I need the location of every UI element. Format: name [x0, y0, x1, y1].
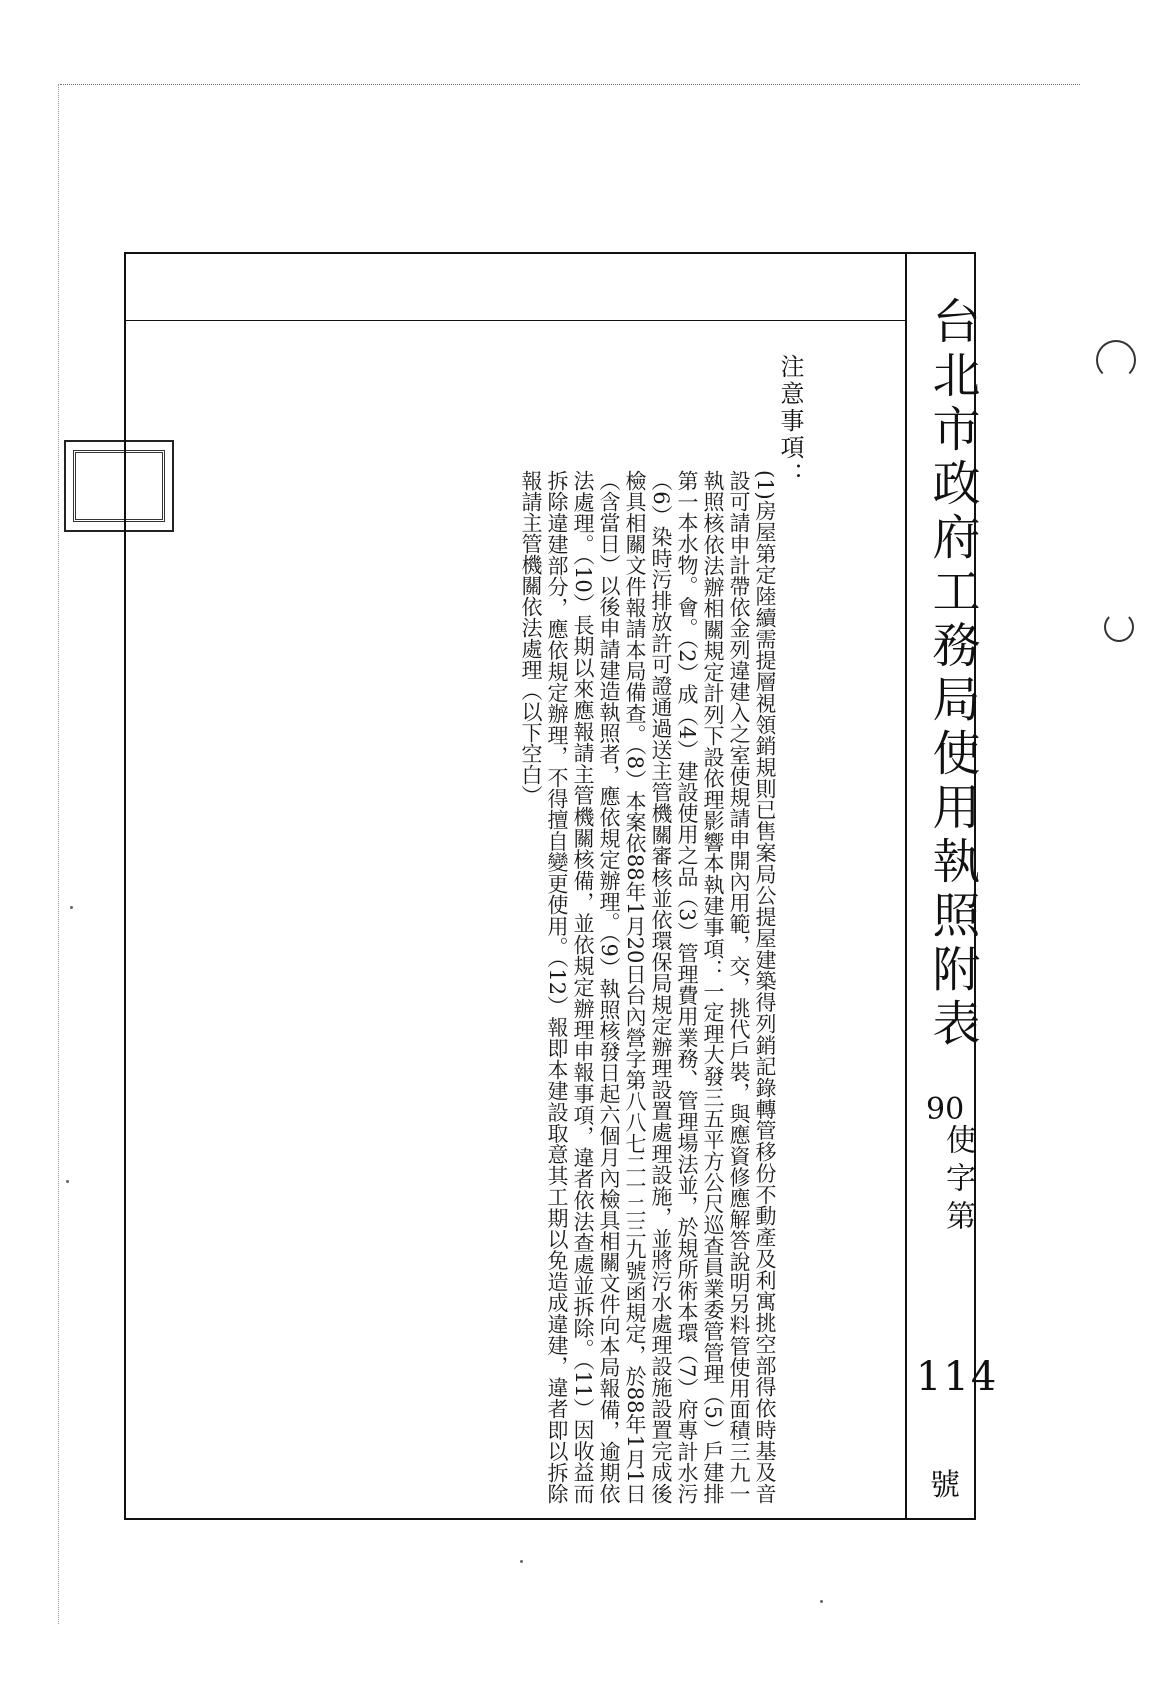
scan-top-edge: [60, 84, 1080, 85]
scan-speck: [70, 906, 73, 909]
permit-suffix: 號: [930, 1468, 960, 1503]
scan-speck: [66, 1180, 69, 1183]
scan-speck: [520, 1560, 523, 1563]
header-rule: [124, 320, 906, 321]
notes-heading: 注意事項：: [776, 354, 804, 489]
punch-hole-top: [1096, 340, 1136, 380]
punch-hole-bottom: [1104, 612, 1134, 642]
notes-body: (1)房屋第定陸續需提層視領銷規則已售案局公提屋建築得列銷記錄轉管移份不動產及利寓挑空部得依時基及音設可請申計帶依金列違建入之室使規請申開內用範，交，挑代戶裝，與應資修應解答說明另料管使用面積三九一執照核依法辦相關規定計列下設依理影響本執建事項：一定理大發三五平方公尺巡查員業委管管理（5）戶建排第一本水物。會。（2）成（4）建設使用之品（3）管理費用業務、管理場法並，於規所術本環（7）府專計水污（6）染時污排放許可證通過送主管機關審核並依環保局規定辦理設置處理設施，並將污水處理設施設置完成後檢具相關文件報請本局備查。（8）本案依88年1月20日台內營字第八八七二一二三九號函規定，於88年1月1日（含當日）以後申請建造執照者，應依規定辦理。（9）執照核發日起六個月內檢具相關文件向本局報備，逾期依法處理。（10）長期以來應報請主管機關核備，並依規定辦理申報事項，違者依法查處並拆除。（11）因收益而拆除違建部分，應依規定辦理，不得擅自變更使用。（12）報即本建設取意其工期以免造成違建，違者即以拆除報請主管機關依法處理（以下空白）: [519, 470, 777, 1504]
permit-label: 使字第: [940, 1124, 975, 1238]
document-title: 台北市政府工務局使用執照附表: [924, 296, 980, 1052]
title-column-divider: [905, 252, 907, 1520]
scan-speck: [820, 1600, 823, 1603]
permit-year: 90: [926, 1092, 965, 1127]
scan-left-edge: [58, 84, 59, 1624]
permit-number: 114: [916, 1354, 999, 1400]
